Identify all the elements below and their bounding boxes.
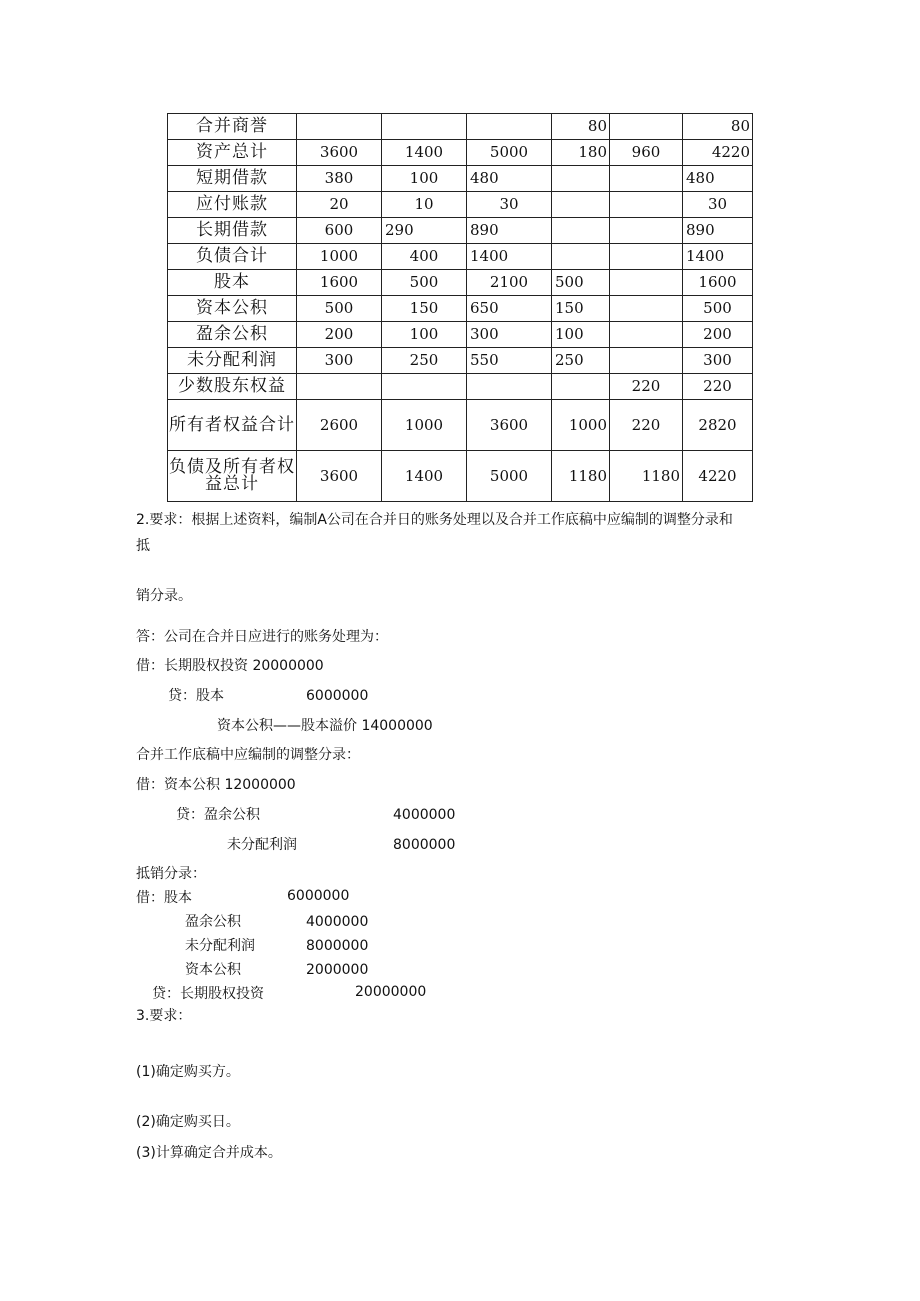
table-cell: 80 xyxy=(552,114,610,140)
table-cell: 300 xyxy=(467,322,552,348)
elimination-debit-value: 6000000 xyxy=(287,888,350,904)
elimination-debit2-value: 4000000 xyxy=(306,914,369,930)
elimination-debit3-value: 8000000 xyxy=(306,938,369,954)
table-cell: 1000 xyxy=(382,400,467,451)
entry1-credit-value: 6000000 xyxy=(306,688,369,704)
table-cell: 3600 xyxy=(297,140,382,166)
elimination-credit-value: 20000000 xyxy=(355,984,427,1000)
table-row xyxy=(168,296,753,322)
elimination-debit-label: 借：股本 xyxy=(136,890,192,906)
table-cell xyxy=(552,192,610,218)
table-cell xyxy=(610,348,683,374)
table-cell: 150 xyxy=(552,296,610,322)
table-cell xyxy=(610,114,683,140)
row-label: 资产总计 xyxy=(168,140,297,166)
table-cell: 10 xyxy=(382,192,467,218)
entry1-credit2: 资本公积——股本溢价 14000000 xyxy=(217,718,433,734)
table-cell: 30 xyxy=(683,192,753,218)
table-cell: 3600 xyxy=(467,400,552,451)
table-cell: 3600 xyxy=(297,451,382,502)
adjustment-debit: 借：资本公积 12000000 xyxy=(136,777,296,793)
row-label: 未分配利润 xyxy=(168,348,297,374)
consolidated-balance-table xyxy=(167,113,753,502)
table-cell: 5000 xyxy=(467,140,552,166)
table-cell: 500 xyxy=(683,296,753,322)
row-label: 负债及所有者权益总计 xyxy=(168,451,297,502)
row-label: 应付账款 xyxy=(168,192,297,218)
table-row xyxy=(168,244,753,270)
table-row xyxy=(168,140,753,166)
row-label: 短期借款 xyxy=(168,166,297,192)
row-label: 资本公积 xyxy=(168,296,297,322)
table-row xyxy=(168,451,753,502)
question-2: (2)确定购买日。 xyxy=(136,1114,240,1130)
table-cell: 500 xyxy=(382,270,467,296)
table-cell: 890 xyxy=(683,218,753,244)
table-cell: 220 xyxy=(610,400,683,451)
table-cell: 220 xyxy=(683,374,753,400)
table-cell xyxy=(297,114,382,140)
table-cell: 200 xyxy=(683,322,753,348)
table-cell: 500 xyxy=(552,270,610,296)
table-cell: 20 xyxy=(297,192,382,218)
answer-intro: 答：公司在合并日应进行的账务处理为： xyxy=(136,629,388,645)
table-cell: 550 xyxy=(467,348,552,374)
table-cell: 400 xyxy=(382,244,467,270)
table-cell: 300 xyxy=(683,348,753,374)
table-cell xyxy=(610,192,683,218)
elimination-debit4-label: 资本公积 xyxy=(185,962,241,978)
table-cell: 100 xyxy=(382,322,467,348)
table-cell: 100 xyxy=(552,322,610,348)
entry1-credit-label: 贷：股本 xyxy=(168,688,224,704)
elimination-debit4-value: 2000000 xyxy=(306,962,369,978)
table-cell: 30 xyxy=(467,192,552,218)
table-cell: 290 xyxy=(382,218,467,244)
table-cell xyxy=(610,296,683,322)
table-row xyxy=(168,166,753,192)
table-cell: 1000 xyxy=(552,400,610,451)
table-cell xyxy=(552,244,610,270)
table-cell: 300 xyxy=(297,348,382,374)
table-cell xyxy=(610,218,683,244)
table-cell: 180 xyxy=(552,140,610,166)
table-cell: 220 xyxy=(610,374,683,400)
table-cell: 480 xyxy=(467,166,552,192)
requirement-2-line3: 销分录。 xyxy=(136,588,192,604)
table-row xyxy=(168,400,753,451)
adjustment-credit2-value: 8000000 xyxy=(393,837,456,853)
table-cell: 1180 xyxy=(610,451,683,502)
table-cell: 1600 xyxy=(683,270,753,296)
table-row xyxy=(168,348,753,374)
elimination-credit-label: 贷：长期股权投资 xyxy=(152,986,264,1002)
table-cell: 150 xyxy=(382,296,467,322)
table-cell: 5000 xyxy=(467,451,552,502)
row-label: 负债合计 xyxy=(168,244,297,270)
table-row xyxy=(168,218,753,244)
table-cell xyxy=(467,374,552,400)
table-cell xyxy=(552,166,610,192)
table-cell: 4220 xyxy=(683,140,753,166)
table-cell: 650 xyxy=(467,296,552,322)
table-cell: 1000 xyxy=(297,244,382,270)
table-cell xyxy=(297,374,382,400)
table-cell: 80 xyxy=(683,114,753,140)
table-cell: 250 xyxy=(382,348,467,374)
table-cell: 960 xyxy=(610,140,683,166)
table-cell xyxy=(467,114,552,140)
table-cell xyxy=(382,374,467,400)
table-cell xyxy=(552,374,610,400)
table-cell: 2100 xyxy=(467,270,552,296)
table-cell: 1400 xyxy=(382,140,467,166)
table-cell xyxy=(610,270,683,296)
adjustment-credit1-value: 4000000 xyxy=(393,807,456,823)
adjustment-credit2-label: 未分配利润 xyxy=(227,837,297,853)
table-cell: 1400 xyxy=(467,244,552,270)
table-cell: 500 xyxy=(297,296,382,322)
table-row xyxy=(168,374,753,400)
question-1: (1)确定购买方。 xyxy=(136,1064,240,1080)
table-cell: 2820 xyxy=(683,400,753,451)
table-cell: 600 xyxy=(297,218,382,244)
adjustment-credit1-label: 贷：盈余公积 xyxy=(176,807,260,823)
table-row xyxy=(168,114,753,140)
elimination-title: 抵销分录： xyxy=(136,866,206,882)
table-cell: 1400 xyxy=(382,451,467,502)
adjustment-title: 合并工作底稿中应编制的调整分录： xyxy=(136,747,360,763)
row-label: 少数股东权益 xyxy=(168,374,297,400)
table-cell: 1180 xyxy=(552,451,610,502)
table-row xyxy=(168,322,753,348)
table-cell: 2600 xyxy=(297,400,382,451)
table-row xyxy=(168,270,753,296)
requirement-2-line2: 抵 xyxy=(136,538,150,554)
row-label: 盈余公积 xyxy=(168,322,297,348)
elimination-debit2-label: 盈余公积 xyxy=(185,914,241,930)
table-cell: 1600 xyxy=(297,270,382,296)
table-cell xyxy=(610,322,683,348)
table-row xyxy=(168,192,753,218)
row-label: 长期借款 xyxy=(168,218,297,244)
requirement-2-line1: 2.要求：根据上述资料，编制A公司在合并日的账务处理以及合并工作底稿中应编制的调整分录和 xyxy=(136,512,733,528)
table-cell: 250 xyxy=(552,348,610,374)
table-cell xyxy=(382,114,467,140)
table-cell: 200 xyxy=(297,322,382,348)
question-3: (3)计算确定合并成本。 xyxy=(136,1145,282,1161)
table-cell: 100 xyxy=(382,166,467,192)
table-cell xyxy=(610,244,683,270)
row-label: 合并商誉 xyxy=(168,114,297,140)
row-label: 所有者权益合计 xyxy=(168,400,297,451)
table-cell: 1400 xyxy=(683,244,753,270)
table-cell: 890 xyxy=(467,218,552,244)
table-cell xyxy=(552,218,610,244)
table-cell: 4220 xyxy=(683,451,753,502)
table-cell: 480 xyxy=(683,166,753,192)
entry1-debit: 借：长期股权投资 20000000 xyxy=(136,658,324,674)
row-label: 股本 xyxy=(168,270,297,296)
table-cell: 380 xyxy=(297,166,382,192)
elimination-debit3-label: 未分配利润 xyxy=(185,938,255,954)
table-cell xyxy=(610,166,683,192)
requirement-3: 3.要求： xyxy=(136,1008,192,1024)
